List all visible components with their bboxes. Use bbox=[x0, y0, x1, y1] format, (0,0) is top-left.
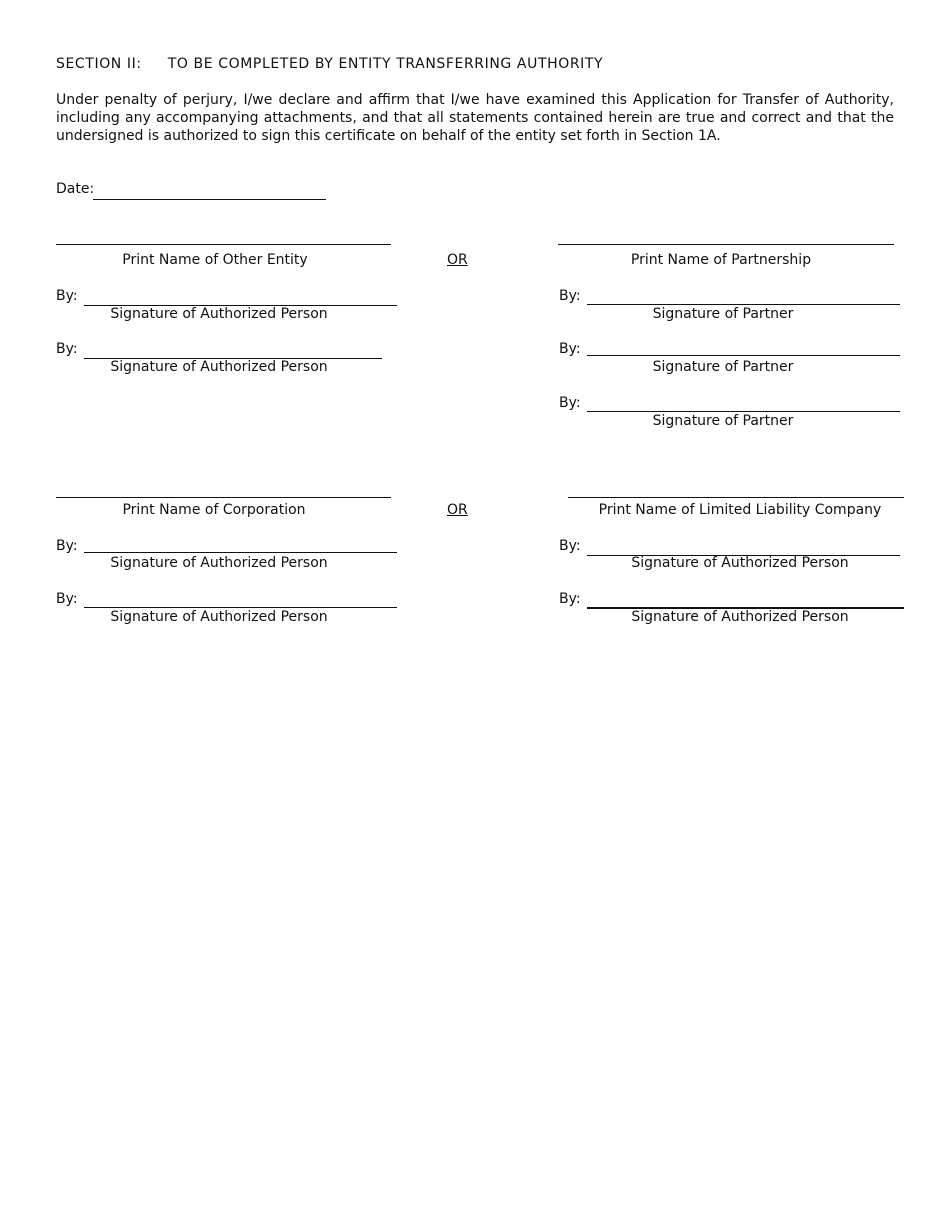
other-entity-signature-input-2[interactable] bbox=[86, 340, 380, 358]
corporation-signature-input-2[interactable] bbox=[86, 589, 395, 607]
other-entity-name-caption: Print Name of Other Entity bbox=[122, 252, 308, 268]
llc-by-label-2: By: bbox=[559, 591, 581, 607]
section-number: SECTION II: bbox=[56, 56, 142, 72]
corporation-signature-line-2 bbox=[84, 607, 397, 608]
llc-by-label-1: By: bbox=[559, 538, 581, 554]
or-separator-2: OR bbox=[447, 502, 468, 518]
other-entity-by-label-1: By: bbox=[56, 288, 78, 304]
other-entity-by-label-2: By: bbox=[56, 341, 78, 357]
corporation-signature-line-1 bbox=[84, 552, 397, 553]
date-label: Date: bbox=[56, 181, 95, 197]
date-input[interactable] bbox=[95, 181, 324, 199]
other-entity-signature-caption-2: Signature of Authorized Person bbox=[110, 359, 328, 375]
partnership-signature-input-3[interactable] bbox=[589, 393, 898, 411]
corporation-by-label-2: By: bbox=[56, 591, 78, 607]
llc-name-caption: Print Name of Limited Liability Company bbox=[598, 502, 882, 518]
llc-name-input[interactable] bbox=[570, 478, 902, 496]
partnership-signature-line-1 bbox=[587, 304, 900, 305]
partnership-signature-caption-1: Signature of Partner bbox=[652, 306, 794, 322]
other-entity-name-input[interactable] bbox=[58, 225, 389, 243]
corporation-name-line bbox=[56, 497, 391, 498]
section-heading bbox=[56, 56, 603, 72]
llc-signature-caption-2: Signature of Authorized Person bbox=[631, 609, 849, 625]
partnership-name-caption: Print Name of Partnership bbox=[630, 252, 812, 268]
partnership-name-line bbox=[558, 244, 894, 245]
partnership-by-label-1: By: bbox=[559, 288, 581, 304]
corporation-by-label-1: By: bbox=[56, 538, 78, 554]
llc-signature-input-2[interactable] bbox=[589, 589, 902, 607]
partnership-signature-line-3 bbox=[587, 411, 900, 412]
corporation-name-caption: Print Name of Corporation bbox=[122, 502, 306, 518]
corporation-signature-caption-2: Signature of Authorized Person bbox=[110, 609, 328, 625]
corporation-name-input[interactable] bbox=[58, 478, 389, 496]
llc-signature-input-1[interactable] bbox=[589, 537, 898, 555]
partnership-by-label-3: By: bbox=[559, 395, 581, 411]
other-entity-signature-input-1[interactable] bbox=[86, 287, 395, 305]
other-entity-name-line bbox=[56, 244, 391, 245]
partnership-signature-caption-2: Signature of Partner bbox=[652, 359, 794, 375]
partnership-signature-input-2[interactable] bbox=[589, 337, 898, 355]
corporation-signature-input-1[interactable] bbox=[86, 534, 395, 552]
partnership-signature-line-2 bbox=[587, 355, 900, 356]
corporation-signature-caption-1: Signature of Authorized Person bbox=[110, 555, 328, 571]
partnership-signature-caption-3: Signature of Partner bbox=[652, 413, 794, 429]
partnership-signature-input-1[interactable] bbox=[589, 286, 898, 304]
or-separator-1: OR bbox=[447, 252, 468, 268]
llc-signature-caption-1: Signature of Authorized Person bbox=[631, 555, 849, 571]
date-line bbox=[93, 199, 326, 200]
llc-name-line bbox=[568, 497, 904, 498]
section-title: TO BE COMPLETED BY ENTITY TRANSFERRING AUTHORITY bbox=[167, 56, 604, 72]
declaration-text: Under penalty of perjury, I/we declare and affirm that I/we have examined this Application for Transfer of Authority, including any accompanying attachments, and that all statements contained herein are true and correct and that the undersigned is authorized to sign this certificate on behalf of the entity set forth in Section 1A. bbox=[56, 92, 894, 144]
partnership-by-label-2: By: bbox=[559, 341, 581, 357]
partnership-name-input[interactable] bbox=[560, 225, 892, 243]
other-entity-signature-caption-1: Signature of Authorized Person bbox=[110, 306, 328, 322]
